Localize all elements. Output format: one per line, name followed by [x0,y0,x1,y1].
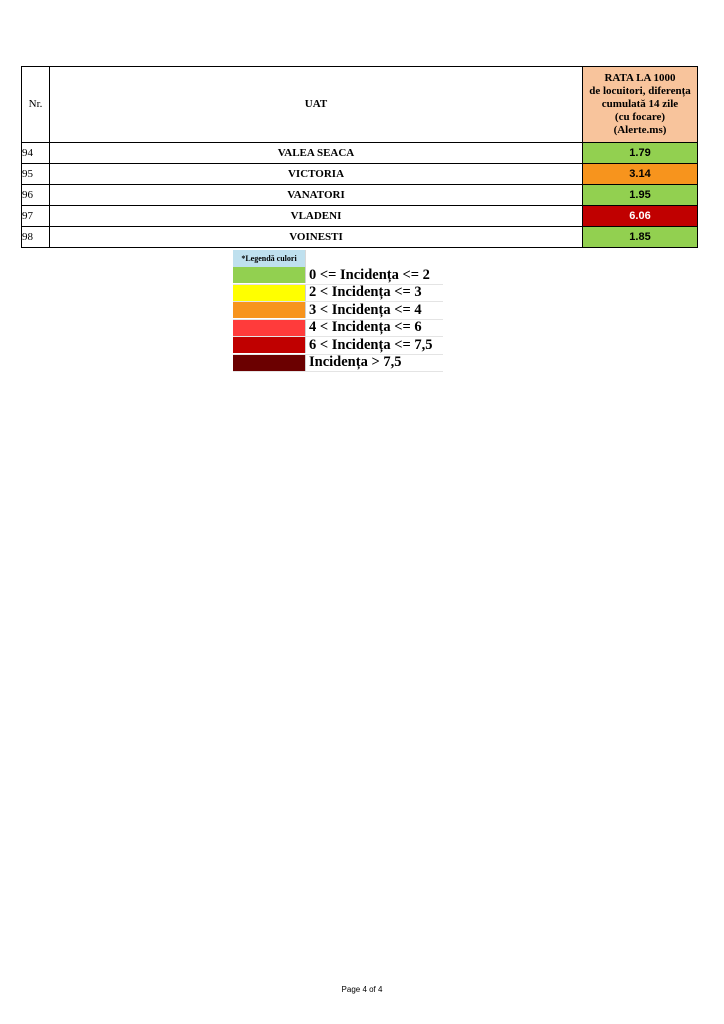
header-rate [583,67,698,143]
row-nr: 94 [22,143,50,164]
row-uat: VANATORI [50,185,583,206]
legend-label: Incidența > 7,5 [309,354,402,371]
page-footer: Page 4 of 4 [341,985,383,994]
row-uat: VICTORIA [50,164,583,185]
row-nr: 96 [22,185,50,206]
legend-swatch [233,337,306,353]
row-uat: VOINESTI [50,227,583,248]
legend-item [233,355,443,373]
row-rate: 1.95 [583,185,698,206]
row-uat: VLADENI [50,206,583,227]
legend-item [233,285,443,303]
table-row [22,185,698,206]
color-legend [233,250,443,372]
table-row [22,143,698,164]
legend-swatch [233,302,306,318]
legend-item [233,320,443,338]
legend-swatch [233,285,306,301]
legend-item [233,302,443,320]
row-nr: 98 [22,227,50,248]
header-rate-line: RATA LA 1000 [604,72,676,84]
row-nr: 95 [22,164,50,185]
table-row [22,227,698,248]
header-rate-line: cumulată 14 zile [601,98,679,110]
legend-item [233,337,443,355]
legend-swatch [233,267,306,283]
table-header-row [22,67,698,143]
row-rate: 1.79 [583,143,698,164]
legend-item [233,267,443,285]
row-rate: 1.85 [583,227,698,248]
row-rate: 3.14 [583,164,698,185]
legend-label: 6 < Incidența <= 7,5 [309,336,433,353]
legend-label: 2 < Incidența <= 3 [309,284,422,301]
legend-label: 3 < Incidența <= 4 [309,301,422,318]
legend-swatch [233,320,306,336]
header-rate-line: (Alerte.ms) [613,124,667,136]
legend-label: 0 <= Incidența <= 2 [309,266,430,283]
header-nr: Nr. [22,67,50,143]
header-rate-line: (cu focare) [614,111,666,123]
legend-label: 4 < Incidența <= 6 [309,319,422,336]
incidence-table [21,66,698,248]
row-nr: 97 [22,206,50,227]
row-rate: 6.06 [583,206,698,227]
legend-title: *Legendă culori [233,250,306,267]
header-rate-line: de locuitori, diferența [589,85,691,97]
table-row [22,206,698,227]
row-uat: VALEA SEACA [50,143,583,164]
legend-swatch [233,355,306,371]
table-row [22,164,698,185]
header-uat: UAT [50,67,583,143]
table-body [22,143,698,248]
